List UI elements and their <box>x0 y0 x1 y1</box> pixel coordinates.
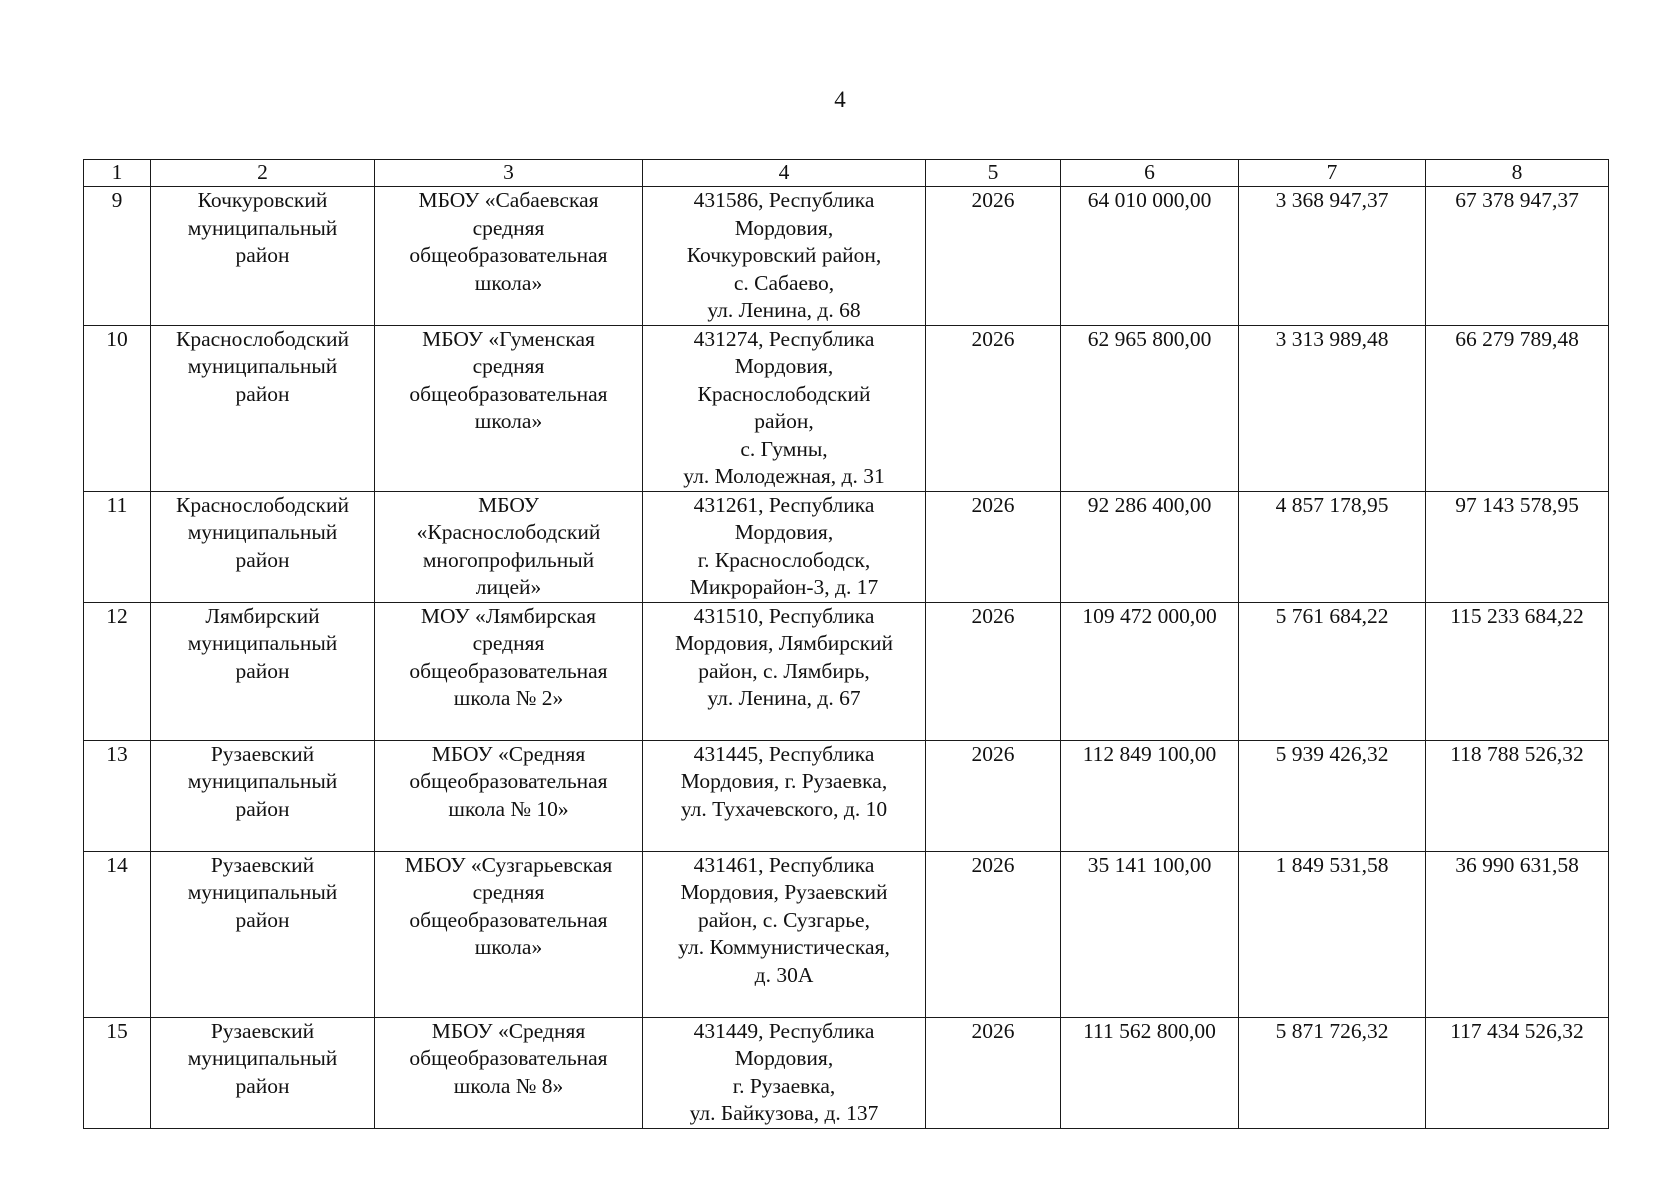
address-cell-line: Микрорайон-3, д. 17 <box>689 575 879 599</box>
address-cell-line: с. Сабаево, <box>733 270 835 295</box>
district-cell-line: район <box>235 1073 290 1098</box>
school-cell <box>375 1017 643 1128</box>
address-cell-line: Мордовия, Рузаевский <box>680 880 888 904</box>
amount-col8-cell: 66 279 789,48 <box>1426 325 1609 491</box>
amount-col7-cell: 5 871 726,32 <box>1239 1017 1426 1128</box>
school-cell-line: школа № 10» <box>448 796 569 821</box>
address-cell <box>643 740 926 851</box>
school-cell-line: МОУ «Лямбирская <box>420 603 597 628</box>
address-cell <box>643 602 926 740</box>
table-row <box>84 491 1609 602</box>
address-cell-line: район, с. Сузгарье, <box>698 907 870 932</box>
school-cell-line: МБОУ «Сузгарьевская <box>404 852 613 877</box>
address-cell <box>643 491 926 602</box>
district-cell <box>151 187 375 326</box>
header-row <box>84 160 1609 187</box>
amount-col6-cell: 92 286 400,00 <box>1061 491 1239 602</box>
district-cell-line: муниципальный <box>187 215 338 240</box>
table-row <box>84 325 1609 491</box>
district-cell-line: муниципальный <box>187 520 338 544</box>
address-cell-line: 431449, Республика <box>693 1018 875 1043</box>
amount-col7-cell: 1 849 531,58 <box>1239 851 1426 1017</box>
amount-col7-cell: 3 313 989,48 <box>1239 325 1426 491</box>
amount-col6-cell: 112 849 100,00 <box>1061 740 1239 851</box>
year-cell: 2026 <box>926 491 1061 602</box>
address-cell-line: Мордовия, <box>734 520 834 544</box>
school-cell-line: средняя <box>472 631 545 655</box>
district-cell-line: муниципальный <box>187 354 338 378</box>
table-row <box>84 851 1609 1017</box>
school-cell-line: школа» <box>474 935 543 959</box>
school-cell <box>375 325 643 491</box>
address-cell-line: 431461, Республика <box>693 852 875 877</box>
year-cell: 2026 <box>926 851 1061 1017</box>
amount-col8-cell: 118 788 526,32 <box>1426 740 1609 851</box>
school-cell-line: МБОУ «Сабаевская <box>418 188 599 212</box>
table-row <box>84 1017 1609 1128</box>
district-cell-line: район <box>235 658 290 683</box>
school-cell <box>375 187 643 326</box>
header-cell: 3 <box>375 160 643 187</box>
school-cell-line: средняя <box>472 215 545 240</box>
header-cell: 2 <box>151 160 375 187</box>
address-cell <box>643 187 926 326</box>
address-cell-line: д. 30А <box>754 962 814 987</box>
school-cell-line: средняя <box>472 880 545 904</box>
district-cell-line: район <box>235 796 290 821</box>
school-cell-line: лицей» <box>475 575 542 599</box>
amount-col6-cell: 35 141 100,00 <box>1061 851 1239 1017</box>
address-cell <box>643 851 926 1017</box>
school-cell-line: МБОУ «Гуменская <box>422 326 595 351</box>
address-cell-line: ул. Молодежная, д. 31 <box>683 464 885 488</box>
row-number-cell: 13 <box>84 740 151 851</box>
amount-col7-cell: 5 939 426,32 <box>1239 740 1426 851</box>
address-cell-line: г. Краснослободск, <box>697 547 871 572</box>
address-cell-line: г. Рузаевка, <box>732 1073 836 1098</box>
district-cell-line: Лямбирский <box>205 603 320 628</box>
address-cell-line: ул. Коммунистическая, <box>678 935 890 959</box>
school-cell-line: общеобразовательная <box>409 907 608 932</box>
table-row <box>84 187 1609 326</box>
address-cell-line: Мордовия, Лямбирский <box>674 631 894 655</box>
district-cell-line: Краснослободский <box>176 492 349 517</box>
header-cell: 5 <box>926 160 1061 187</box>
address-cell-line: 431445, Республика <box>693 741 875 766</box>
header-cell: 1 <box>84 160 151 187</box>
amount-col6-cell: 111 562 800,00 <box>1061 1017 1239 1128</box>
district-cell-line: муниципальный <box>187 769 338 793</box>
amount-col7-cell: 4 857 178,95 <box>1239 491 1426 602</box>
table-row <box>84 602 1609 740</box>
district-cell-line: муниципальный <box>187 1046 338 1070</box>
address-cell-line: Мордовия, <box>734 1046 834 1070</box>
district-cell-line: район <box>235 547 290 572</box>
school-cell-line: «Краснослободский <box>416 520 601 544</box>
district-cell-line: Рузаевский <box>210 741 315 766</box>
school-cell-line: общеобразовательная <box>409 769 608 793</box>
year-cell: 2026 <box>926 187 1061 326</box>
school-cell <box>375 602 643 740</box>
address-cell-line: район, <box>754 409 814 433</box>
district-cell-line: район <box>235 381 290 406</box>
data-table <box>83 159 1609 1129</box>
address-cell-line: Краснослободский <box>697 381 871 406</box>
amount-col8-cell: 115 233 684,22 <box>1426 602 1609 740</box>
school-cell-line: средняя <box>472 354 545 378</box>
header-cell: 8 <box>1426 160 1609 187</box>
address-cell-line: 431274, Республика <box>693 326 875 351</box>
year-cell: 2026 <box>926 602 1061 740</box>
address-cell-line: ул. Тухачевского, д. 10 <box>680 796 888 821</box>
amount-col8-cell: 36 990 631,58 <box>1426 851 1609 1017</box>
school-cell <box>375 851 643 1017</box>
row-number-cell: 10 <box>84 325 151 491</box>
district-cell-line: Краснослободский <box>176 326 349 351</box>
address-cell-line: Мордовия, <box>734 215 834 240</box>
amount-col6-cell: 64 010 000,00 <box>1061 187 1239 326</box>
amount-col7-cell: 5 761 684,22 <box>1239 602 1426 740</box>
school-cell-line: школа № 8» <box>453 1073 564 1098</box>
address-cell-line: Мордовия, г. Рузаевка, <box>680 769 888 793</box>
address-cell-line: 431261, Республика <box>693 492 875 517</box>
school-cell-line: общеобразовательная <box>409 243 608 267</box>
school-cell-line: многопрофильный <box>422 547 595 572</box>
row-number-cell: 11 <box>84 491 151 602</box>
address-cell-line: ул. Байкузова, д. 137 <box>689 1101 879 1125</box>
row-number-cell: 15 <box>84 1017 151 1128</box>
district-cell-line: Рузаевский <box>210 1018 315 1043</box>
district-cell <box>151 325 375 491</box>
district-cell-line: район <box>235 243 290 267</box>
amount-col8-cell: 67 378 947,37 <box>1426 187 1609 326</box>
address-cell-line: 431510, Республика <box>693 603 875 628</box>
address-cell-line: ул. Ленина, д. 68 <box>707 298 861 322</box>
header-cell: 6 <box>1061 160 1239 187</box>
school-cell-line: общеобразовательная <box>409 381 608 406</box>
school-cell-line: школа» <box>474 270 543 295</box>
school-cell-line: школа № 2» <box>453 686 564 710</box>
school-cell <box>375 740 643 851</box>
header-cell: 7 <box>1239 160 1426 187</box>
row-number-cell: 9 <box>84 187 151 326</box>
school-cell-line: МБОУ «Средняя <box>431 741 586 766</box>
district-cell-line: муниципальный <box>187 631 338 655</box>
address-cell-line: район, с. Лямбирь, <box>698 658 870 683</box>
amount-col8-cell: 97 143 578,95 <box>1426 491 1609 602</box>
district-cell <box>151 602 375 740</box>
page-number: 4 <box>834 87 846 112</box>
school-cell-line: школа» <box>474 409 543 433</box>
address-cell-line: 431586, Республика <box>693 188 875 212</box>
row-number-cell: 12 <box>84 602 151 740</box>
address-cell <box>643 1017 926 1128</box>
district-cell <box>151 491 375 602</box>
school-cell <box>375 491 643 602</box>
amount-col6-cell: 109 472 000,00 <box>1061 602 1239 740</box>
district-cell-line: муниципальный <box>187 880 338 904</box>
school-cell-line: МБОУ <box>478 492 539 517</box>
school-cell-line: МБОУ «Средняя <box>431 1018 586 1043</box>
district-cell <box>151 1017 375 1128</box>
amount-col7-cell: 3 368 947,37 <box>1239 187 1426 326</box>
year-cell: 2026 <box>926 325 1061 491</box>
table-row <box>84 740 1609 851</box>
district-cell-line: район <box>235 907 290 932</box>
amount-col6-cell: 62 965 800,00 <box>1061 325 1239 491</box>
address-cell-line: Мордовия, <box>734 354 834 378</box>
row-number-cell: 14 <box>84 851 151 1017</box>
school-cell-line: общеобразовательная <box>409 1046 608 1070</box>
district-cell-line: Кочкуровский <box>197 188 328 212</box>
address-cell-line: Кочкуровский район, <box>686 243 882 267</box>
address-cell-line: ул. Ленина, д. 67 <box>707 686 861 710</box>
year-cell: 2026 <box>926 740 1061 851</box>
header-cell: 4 <box>643 160 926 187</box>
district-cell <box>151 740 375 851</box>
address-cell <box>643 325 926 491</box>
amount-col8-cell: 117 434 526,32 <box>1426 1017 1609 1128</box>
district-cell <box>151 851 375 1017</box>
district-cell-line: Рузаевский <box>210 852 315 877</box>
address-cell-line: с. Гумны, <box>740 436 828 461</box>
school-cell-line: общеобразовательная <box>409 658 608 683</box>
year-cell: 2026 <box>926 1017 1061 1128</box>
